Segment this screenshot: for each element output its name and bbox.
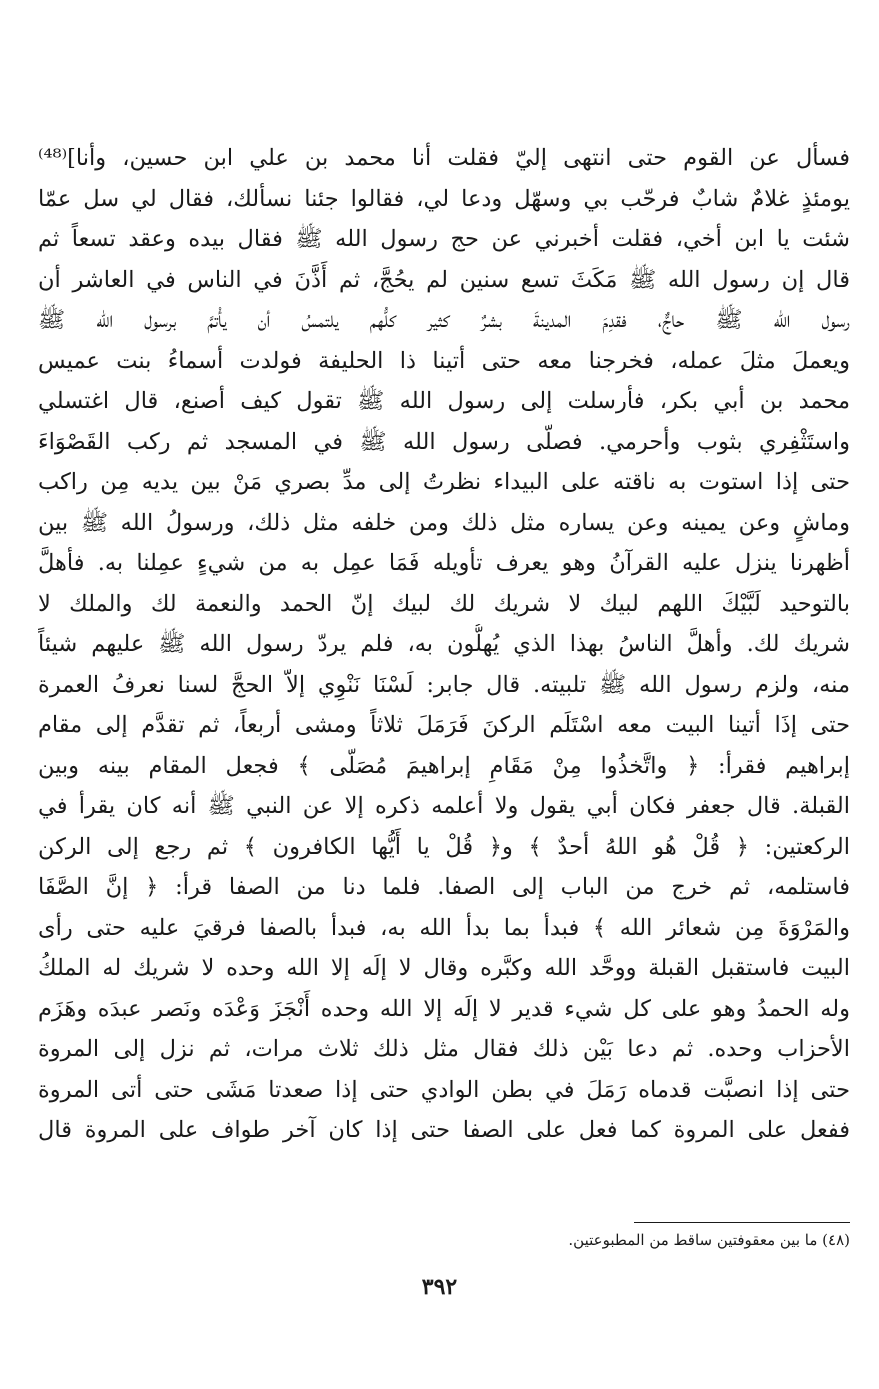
text-line: منه، ولزم رسول الله ﷺ تلبيته. قال جابر: لَسْنَا نَنْوِي إلاّ الحجَّ لسنا نعرفُ العمرة — [38, 671, 850, 698]
text-line: بالتوحيد لَبَّيْكَ اللهم لبيك لا شريك لك لبيك إنّ الحمد والنعمة لك والملك لا — [38, 590, 850, 617]
text-line: شريك لك. وأهلَّ الناسُ بهذا الذي يُهلُّون به، فلم يردّ رسول الله ﷺ عليهم شيئاً — [38, 631, 850, 657]
text-line: وماشٍ وعن يمينه وعن يساره مثل ذلك ومن خلفه مثل ذلك، ورسولُ الله ﷺ بين — [38, 509, 850, 536]
text-line: ويعملَ مثلَ عمله، فخرجنا معه حتى أتينا ذا الحليفة فولدت أسماءُ بنت عميس — [38, 347, 850, 374]
text-line: الأحزاب وحده. ثم دعا بَيْن ذلك فقال مثل ذلك ثلاث مرات، ثم نزل إلى المروة — [38, 1036, 850, 1062]
text-line: والمَرْوَةَ مِن شعائر الله ﴾ فبدأ بما بدأ الله به، فبدأ بالصفا فرقيَ عليه حتى رأى — [38, 914, 850, 941]
text-line: أظهرنا ينزل عليه القرآنُ وهو يعرف تأويله فَمَا عمِل به من شيءٍ عمِلنا به. فأهلَّ — [38, 550, 850, 576]
text-line: الركعتين: ﴿ قُلْ هُو اللهُ أحدٌ ﴾ و﴿ قُلْ يا أَيُّها الكافرون ﴾ ثم رجع إلى الركن — [38, 833, 850, 860]
text-line: قال إن رسول الله ﷺ مَكَثَ تسع سنين لم يحُجَّ، ثم أَذَّنَ في الناس في العاشر أن — [38, 266, 850, 293]
page-body — [38, 138, 850, 1151]
text-line: حتى إذا انصبَّت قدماه رَمَلَ في بطن الوادي حتى إذا صعدتا مَشَى حتى أتى المروة — [38, 1076, 850, 1103]
footnote-divider — [634, 1222, 850, 1223]
text-line: حتى إذَا أتينا البيت معه اسْتَلَم الركنَ فَرَمَلَ ثلاثاً ومشى أربعاً، ثم تقدَّم إلى مقام — [38, 712, 850, 738]
text-line: القبلة. قال جعفر فكان أبي يقول ولا أعلمه ذكره إلا عن النبي ﷺ أنه كان يقرأ في — [38, 793, 850, 819]
text-line: البيت فاستقبل القبلة ووحَّد الله وكبَّره وقال لا إلَه إلا الله وحده لا شريك له الملكُ — [38, 955, 850, 981]
text-line: محمد بن أبي بكر، فأرسلت إلى رسول الله ﷺ تقول كيف أصنع، قال اغتسلي — [38, 388, 850, 414]
footnote: (٤٨) ما بين معقوفتين ساقط من المطبوعتين. — [568, 1231, 850, 1249]
text-line: رسول الله ﷺ حاجٌّ، فقدِمَ المدينةَ بشرٌ كثير كلُّهم يلتمسُ أن يأْتمَّ برسول الله ﷺ — [38, 307, 850, 333]
text-line: واستَثْفِري بثوب وأحرمي. فصلّى رسول الله ﷺ في المسجد ثم ركب القَصْوَاءَ — [38, 428, 850, 455]
text-line: فاستلمه، ثم خرج من الباب إلى الصفا. فلما دنا من الصفا قرأ: ﴿ إنَّ الصَّفَا — [38, 874, 850, 900]
text-line: يومئذٍ غلامٌ شابٌ فرحّب بي وسهّل ودعا لي، فقالوا جئنا نسألك، فقال لي سل عمّا — [38, 185, 850, 212]
text-line: إبراهيم فقرأ: ﴿ واتَّخذُوا مِنْ مَقَامِ إبراهيمَ مُصَلّى ﴾ فجعل المقام بينه وبين — [38, 752, 850, 779]
text-line: وله الحمدُ وهو على كل شيء قدير لا إلَه إلا الله وحده أَنْجَزَ وَعْدَه ونَصر عبدَه وهَزَم — [38, 995, 850, 1022]
text-line: فسأل عن القوم حتى انتهى إليّ فقلت أنا محمد بن علي ابن حسين، وأنا]⁽⁴⁸⁾ — [38, 145, 850, 171]
text-line: حتى إذا استوت به ناقته على البيداء نظرتُ إلى مدِّ بصري مَنْ بين يديه مِن راكب — [38, 469, 850, 495]
text-line: ففعل على المروة كما فعل على الصفا حتى إذا كان آخر طواف على المروة قال — [38, 1117, 850, 1143]
text-line: شئت يا ابن أخي، فقلت أخبرني عن حج رسول الله ﷺ فقال بيده وعقد تسعاً ثم — [38, 226, 850, 252]
page-number: ٣٩٢ — [421, 1274, 458, 1300]
